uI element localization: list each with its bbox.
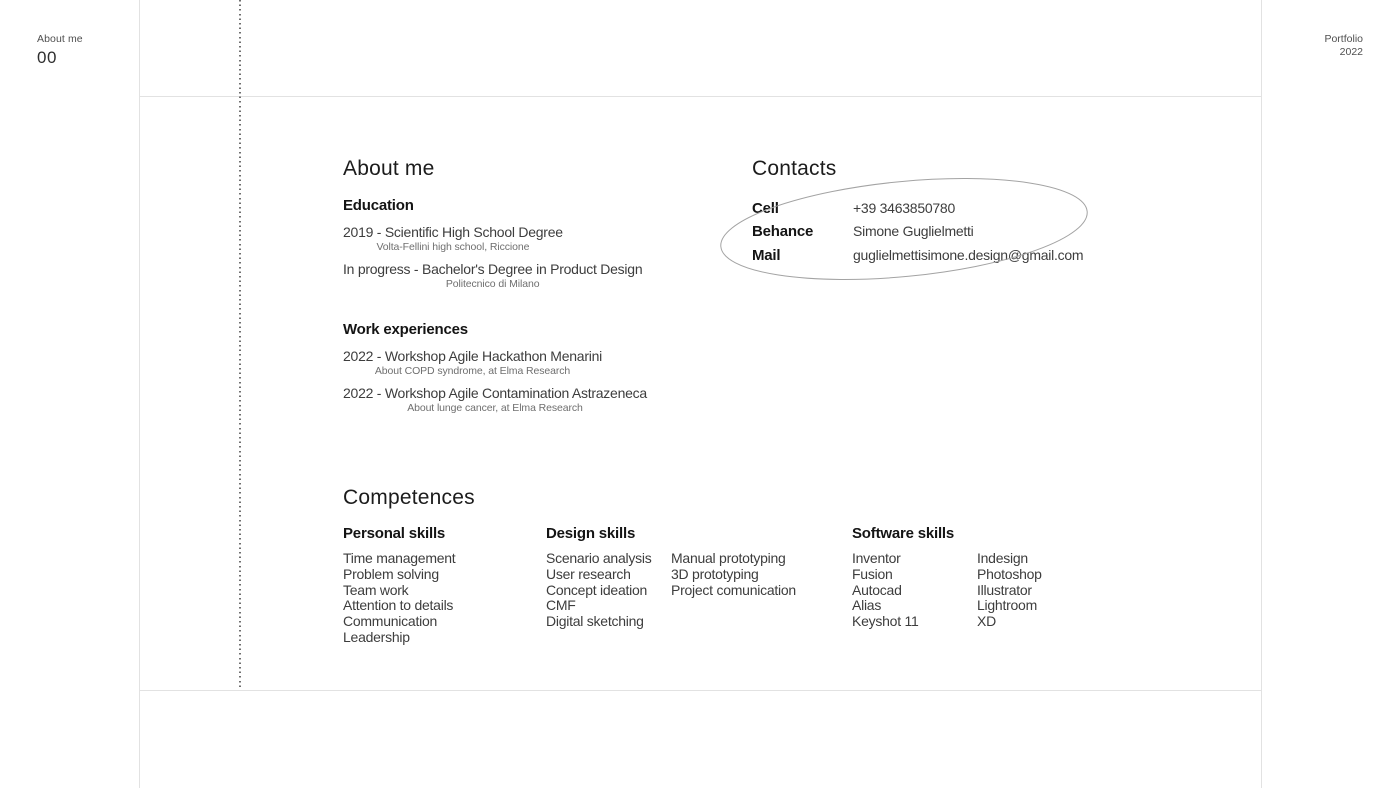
software-skills-list-2 — [977, 551, 1102, 630]
skill-item: Digital sketching — [546, 613, 644, 630]
software-skills-group — [852, 527, 1102, 630]
education-item-detail: Politecnico di Milano — [445, 278, 540, 290]
competences-title: Competences — [343, 486, 475, 509]
contacts-section — [752, 157, 1112, 264]
page-index — [37, 33, 83, 68]
page-index-label: About me — [37, 33, 83, 45]
skill-item: Fusion — [852, 565, 893, 582]
skill-item: Problem solving — [343, 565, 439, 582]
skill-item: 3D prototyping — [671, 565, 759, 582]
education-item-line: 2019 - Scientific High School Degree — [343, 224, 563, 240]
contact-label: Mail — [752, 246, 781, 264]
personal-skills-heading: Personal skills — [343, 525, 446, 542]
portfolio-title: Portfolio — [1324, 33, 1363, 45]
work-item — [343, 385, 647, 415]
about-section — [343, 157, 743, 415]
frame-line-left — [139, 0, 140, 788]
frame-line-right — [1261, 0, 1262, 788]
design-skills-group — [546, 527, 796, 630]
contact-label: Cell — [752, 200, 779, 217]
work-item-line: 2022 - Workshop Agile Contamination Astrazeneca — [343, 385, 647, 401]
design-skills-heading: Design skills — [546, 525, 636, 542]
work-item — [343, 348, 602, 378]
personal-skills-group — [343, 527, 468, 646]
contacts-title: Contacts — [752, 157, 837, 180]
education-item — [343, 261, 642, 291]
skill-item: Lightroom — [977, 597, 1038, 614]
skill-item: Inventor — [852, 550, 901, 566]
work-item-detail: About COPD syndrome, at Elma Research — [374, 365, 571, 377]
frame-line-bottom — [139, 690, 1261, 691]
design-skills-list-1 — [546, 551, 671, 630]
portfolio-label — [1324, 33, 1363, 58]
contacts-rows — [752, 200, 1112, 264]
skill-item: XD — [977, 613, 996, 630]
contact-value-behance: Simone Guglielmetti — [853, 223, 974, 240]
contact-value-cell: +39 3463850780 — [853, 200, 955, 216]
education-item — [343, 224, 563, 254]
frame-line-top — [139, 96, 1261, 97]
skill-item: Alias — [852, 597, 882, 614]
skill-groups — [343, 527, 1063, 657]
contact-value-mail: guglielmettisimone.design@gmail.com — [853, 246, 1084, 263]
skill-item: Attention to details — [343, 597, 454, 614]
skill-item: Autocad — [852, 581, 902, 598]
work-item-detail: About lunge cancer, at Elma Research — [407, 402, 583, 414]
skill-item: Leadership — [343, 628, 410, 645]
skill-item: Scenario analysis — [546, 550, 652, 566]
software-skills-list-1 — [852, 551, 977, 630]
skill-item: Team work — [343, 581, 409, 598]
skill-item: Photoshop — [977, 565, 1042, 582]
about-title: About me — [343, 157, 435, 180]
dotted-divider — [239, 0, 241, 690]
skill-item: Communication — [343, 613, 438, 630]
skill-item: Manual prototyping — [671, 550, 786, 566]
skill-item: User research — [546, 565, 631, 582]
skill-item: Concept ideation — [546, 581, 648, 598]
skill-item: Project comunication — [671, 581, 796, 598]
work-item-line: 2022 - Workshop Agile Hackathon Menarini — [343, 348, 603, 364]
personal-skills-list — [343, 551, 468, 646]
design-skills-list-2 — [671, 551, 796, 630]
skill-item: Keyshot 11 — [852, 613, 919, 630]
software-skills-heading: Software skills — [852, 525, 955, 542]
portfolio-year: 2022 — [1339, 45, 1363, 58]
skill-item: CMF — [546, 597, 576, 614]
skill-item: Indesign — [977, 550, 1028, 566]
work-heading: Work experiences — [343, 321, 468, 338]
contact-label: Behance — [752, 223, 814, 241]
competences-section — [343, 486, 1063, 657]
education-item-detail: Volta-Fellini high school, Riccione — [376, 241, 530, 253]
page-index-number: 00 — [37, 48, 57, 67]
skill-item: Time management — [343, 550, 456, 566]
education-heading: Education — [343, 197, 414, 214]
education-item-line: In progress - Bachelor's Degree in Product Design — [343, 261, 643, 277]
skill-item: Illustrator — [977, 581, 1032, 598]
